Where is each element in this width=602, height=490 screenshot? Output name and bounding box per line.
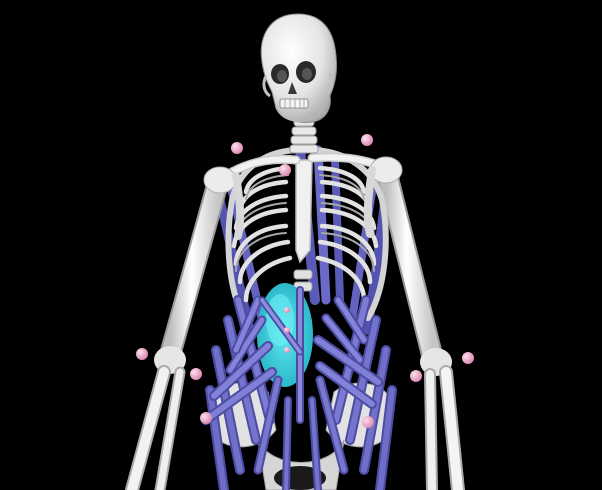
marker bbox=[200, 412, 212, 424]
marker bbox=[136, 348, 148, 360]
marker bbox=[362, 416, 374, 428]
marker bbox=[361, 134, 373, 146]
marker bbox=[284, 307, 290, 313]
marker bbox=[190, 368, 202, 380]
marker bbox=[284, 347, 290, 353]
marker bbox=[284, 327, 290, 333]
marker bbox=[462, 352, 474, 364]
marker bbox=[279, 164, 291, 176]
marker bbox=[231, 142, 243, 154]
marker bbox=[410, 370, 422, 382]
